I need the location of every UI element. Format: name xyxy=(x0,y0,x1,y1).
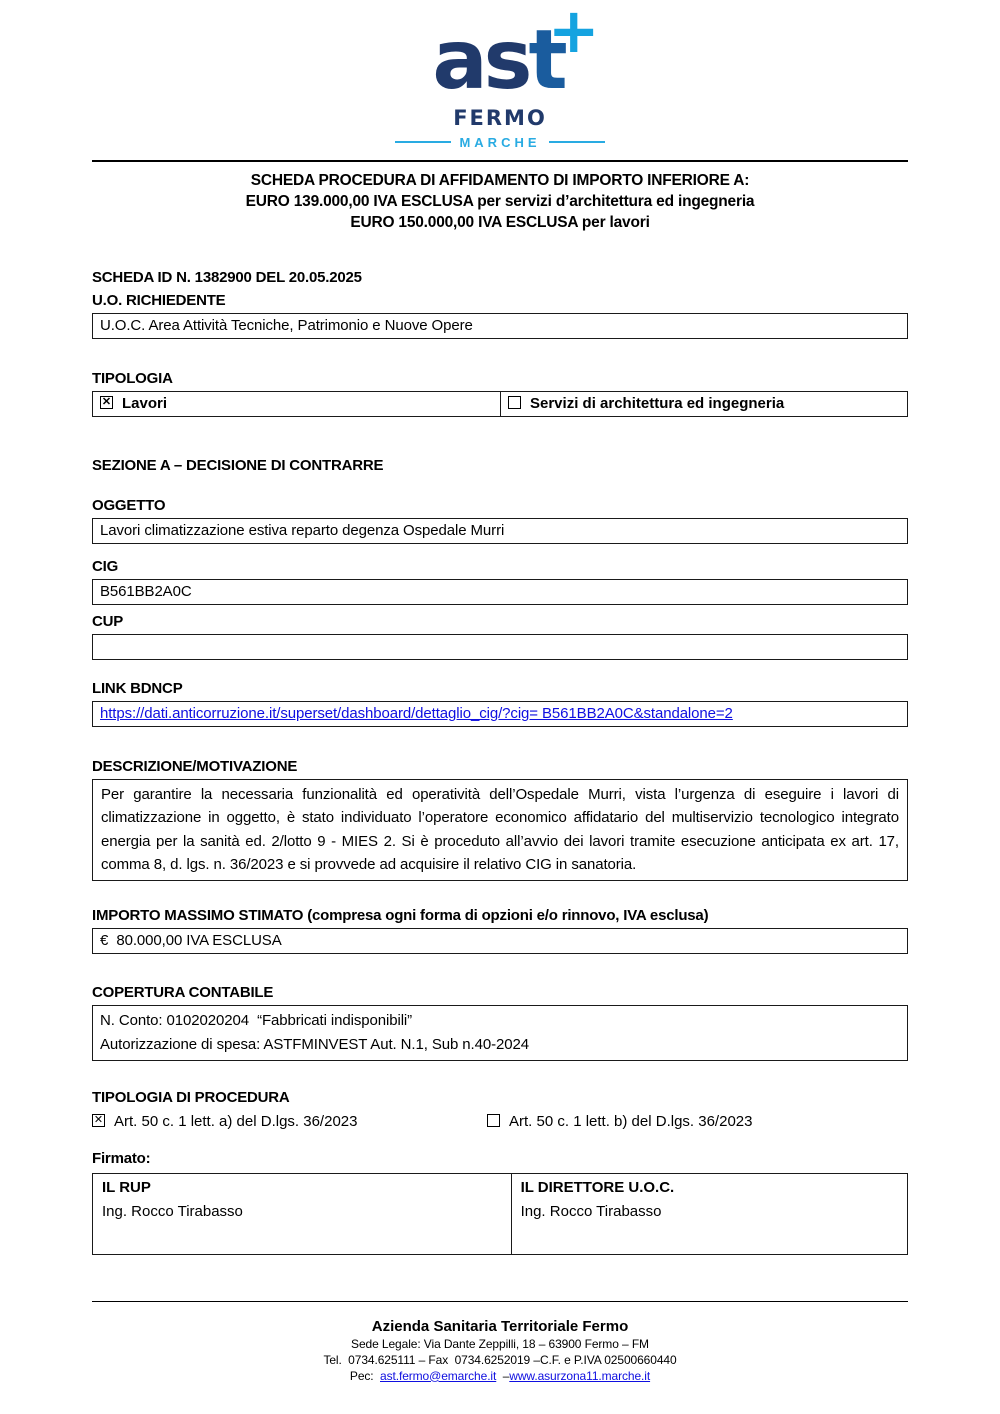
checkbox-art50a-checked: ✕ xyxy=(93,1113,104,1126)
pec-email-link[interactable]: ast.fermo@emarche.it xyxy=(380,1368,497,1383)
link-bdncp-box xyxy=(92,701,908,727)
checkbox-lavori-checked: ✕ xyxy=(101,395,112,408)
cup-value xyxy=(92,634,908,660)
header-divider xyxy=(92,160,908,162)
uo-richiedente-value: U.O.C. Area Attività Tecniche, Patrimonio e Nuove Opere xyxy=(92,313,908,339)
footer xyxy=(92,1318,908,1383)
title-line-3: EURO 150.000,00 IVA ESCLUSA per lavori xyxy=(350,213,650,231)
descrizione-label: DESCRIZIONE/MOTIVAZIONE xyxy=(92,757,298,775)
logo-fermo-label: FERMO xyxy=(453,105,547,130)
oggetto-label: OGGETTO xyxy=(92,496,166,514)
tipologia-option-servizi xyxy=(500,392,907,416)
rup-title: IL RUP xyxy=(102,1178,151,1196)
oggetto-value: Lavori climatizzazione estiva reparto degenza Ospedale Murri xyxy=(92,518,908,544)
document-title xyxy=(92,170,908,233)
plus-icon: + xyxy=(547,0,600,67)
signature-rup-cell xyxy=(93,1174,511,1254)
procedura-options xyxy=(92,1112,908,1132)
importo-label: IMPORTO MASSIMO STIMATO (compresa ogni forma di opzioni e/o rinnovo, IVA esclusa) xyxy=(92,906,709,924)
cig-label: CIG xyxy=(92,557,119,575)
signature-direttore-cell xyxy=(511,1174,907,1254)
tipologia-servizi-label: Servizi di architettura ed ingegneria xyxy=(530,394,785,412)
link-bdncp-label: LINK BDNCP xyxy=(92,679,183,697)
importo-value: € 80.000,00 IVA ESCLUSA xyxy=(92,928,908,954)
footer-pec-row xyxy=(92,1369,908,1383)
marche-left-dash xyxy=(395,141,451,143)
logo-text-t: t xyxy=(528,13,568,108)
procedura-option-a xyxy=(92,1112,487,1132)
procedura-option-b xyxy=(487,1112,752,1132)
checkbox-servizi-unchecked xyxy=(508,396,521,409)
descrizione-value: Per garantire la necessaria funzionalità ed operatività dell’Ospedale Murri, vista l’urgenza di eseguire i lavori di climatizzazione in oggetto, è stato individuato l’operatore economico affidatario del multiservizio tecnologico integrato energia per la sanità ed. 2/lotto 9 - MIES 2. Si è proceduto all’avvio dei lavori tramite esecuzione anticipata ex art. 17, comma 8, d. lgs. n. 36/2023 e si provvede ad acquisire il relativo CIG in sanatoria. xyxy=(92,779,908,881)
footer-divider xyxy=(92,1301,908,1302)
title-line-1: SCHEDA PROCEDURA DI AFFIDAMENTO DI IMPORTO INFERIORE A: xyxy=(250,171,750,189)
tipologia-table xyxy=(92,391,908,417)
logo-marche-row xyxy=(92,135,908,150)
marche-right-dash xyxy=(549,141,605,143)
signature-table xyxy=(92,1173,908,1255)
logo-text-as: as xyxy=(432,13,529,108)
copertura-conto: N. Conto: 0102020204 “Fabbricati indisponibili” xyxy=(100,1011,413,1029)
pec-label: Pec: xyxy=(349,1368,377,1383)
copertura-box xyxy=(92,1005,908,1061)
copertura-label: COPERTURA CONTABILE xyxy=(92,983,274,1001)
footer-contacts: Tel. 0734.625111 – Fax 0734.6252019 –C.F. e P.IVA 02500660440 xyxy=(323,1352,677,1367)
tipologia-label: TIPOLOGIA xyxy=(92,369,173,387)
rup-name: Ing. Rocco Tirabasso xyxy=(102,1202,243,1220)
footer-address: Sede Legale: Via Dante Zeppilli, 18 – 63900 Fermo – FM xyxy=(351,1336,649,1351)
pec-separator: – xyxy=(499,1368,510,1383)
checkbox-art50b-unchecked xyxy=(487,1114,500,1127)
tipologia-lavori-label: Lavori xyxy=(122,394,168,412)
procedura-option-a-label: Art. 50 c. 1 lett. a) del D.lgs. 36/2023 xyxy=(114,1112,358,1130)
direttore-title: IL DIRETTORE U.O.C. xyxy=(520,1178,675,1196)
sezione-a-heading: SEZIONE A – DECISIONE DI CONTRARRE xyxy=(92,456,384,474)
org-logo xyxy=(92,0,908,150)
procedura-label: TIPOLOGIA DI PROCEDURA xyxy=(92,1088,290,1106)
copertura-autorizzazione: Autorizzazione di spesa: ASTFMINVEST Aut. N.1, Sub n.40-2024 xyxy=(100,1035,529,1053)
document-page xyxy=(92,0,908,1383)
procedura-option-b-label: Art. 50 c. 1 lett. b) del D.lgs. 36/2023 xyxy=(509,1112,753,1130)
bdncp-link[interactable]: https://dati.anticorruzione.it/superset/dashboard/dettaglio_cig/?cig= B561BB2A0C&standalone=2 xyxy=(100,704,733,722)
cup-label: CUP xyxy=(92,612,124,630)
ast-logo xyxy=(432,0,600,108)
scheda-id: SCHEDA ID N. 1382900 DEL 20.05.2025 xyxy=(92,268,362,286)
footer-org-name: Azienda Sanitaria Territoriale Fermo xyxy=(371,1317,629,1335)
firmato-label: Firmato: xyxy=(92,1149,151,1167)
tipologia-option-lavori xyxy=(93,392,500,416)
direttore-name: Ing. Rocco Tirabasso xyxy=(520,1202,662,1220)
title-line-2: EURO 139.000,00 IVA ESCLUSA per servizi d’architettura ed ingegneria xyxy=(245,192,755,210)
website-link[interactable]: www.asurzona11.marche.it xyxy=(509,1368,651,1383)
cig-value: B561BB2A0C xyxy=(92,579,908,605)
uo-richiedente-label: U.O. RICHIEDENTE xyxy=(92,291,226,309)
logo-marche-label: MARCHE xyxy=(459,134,541,150)
